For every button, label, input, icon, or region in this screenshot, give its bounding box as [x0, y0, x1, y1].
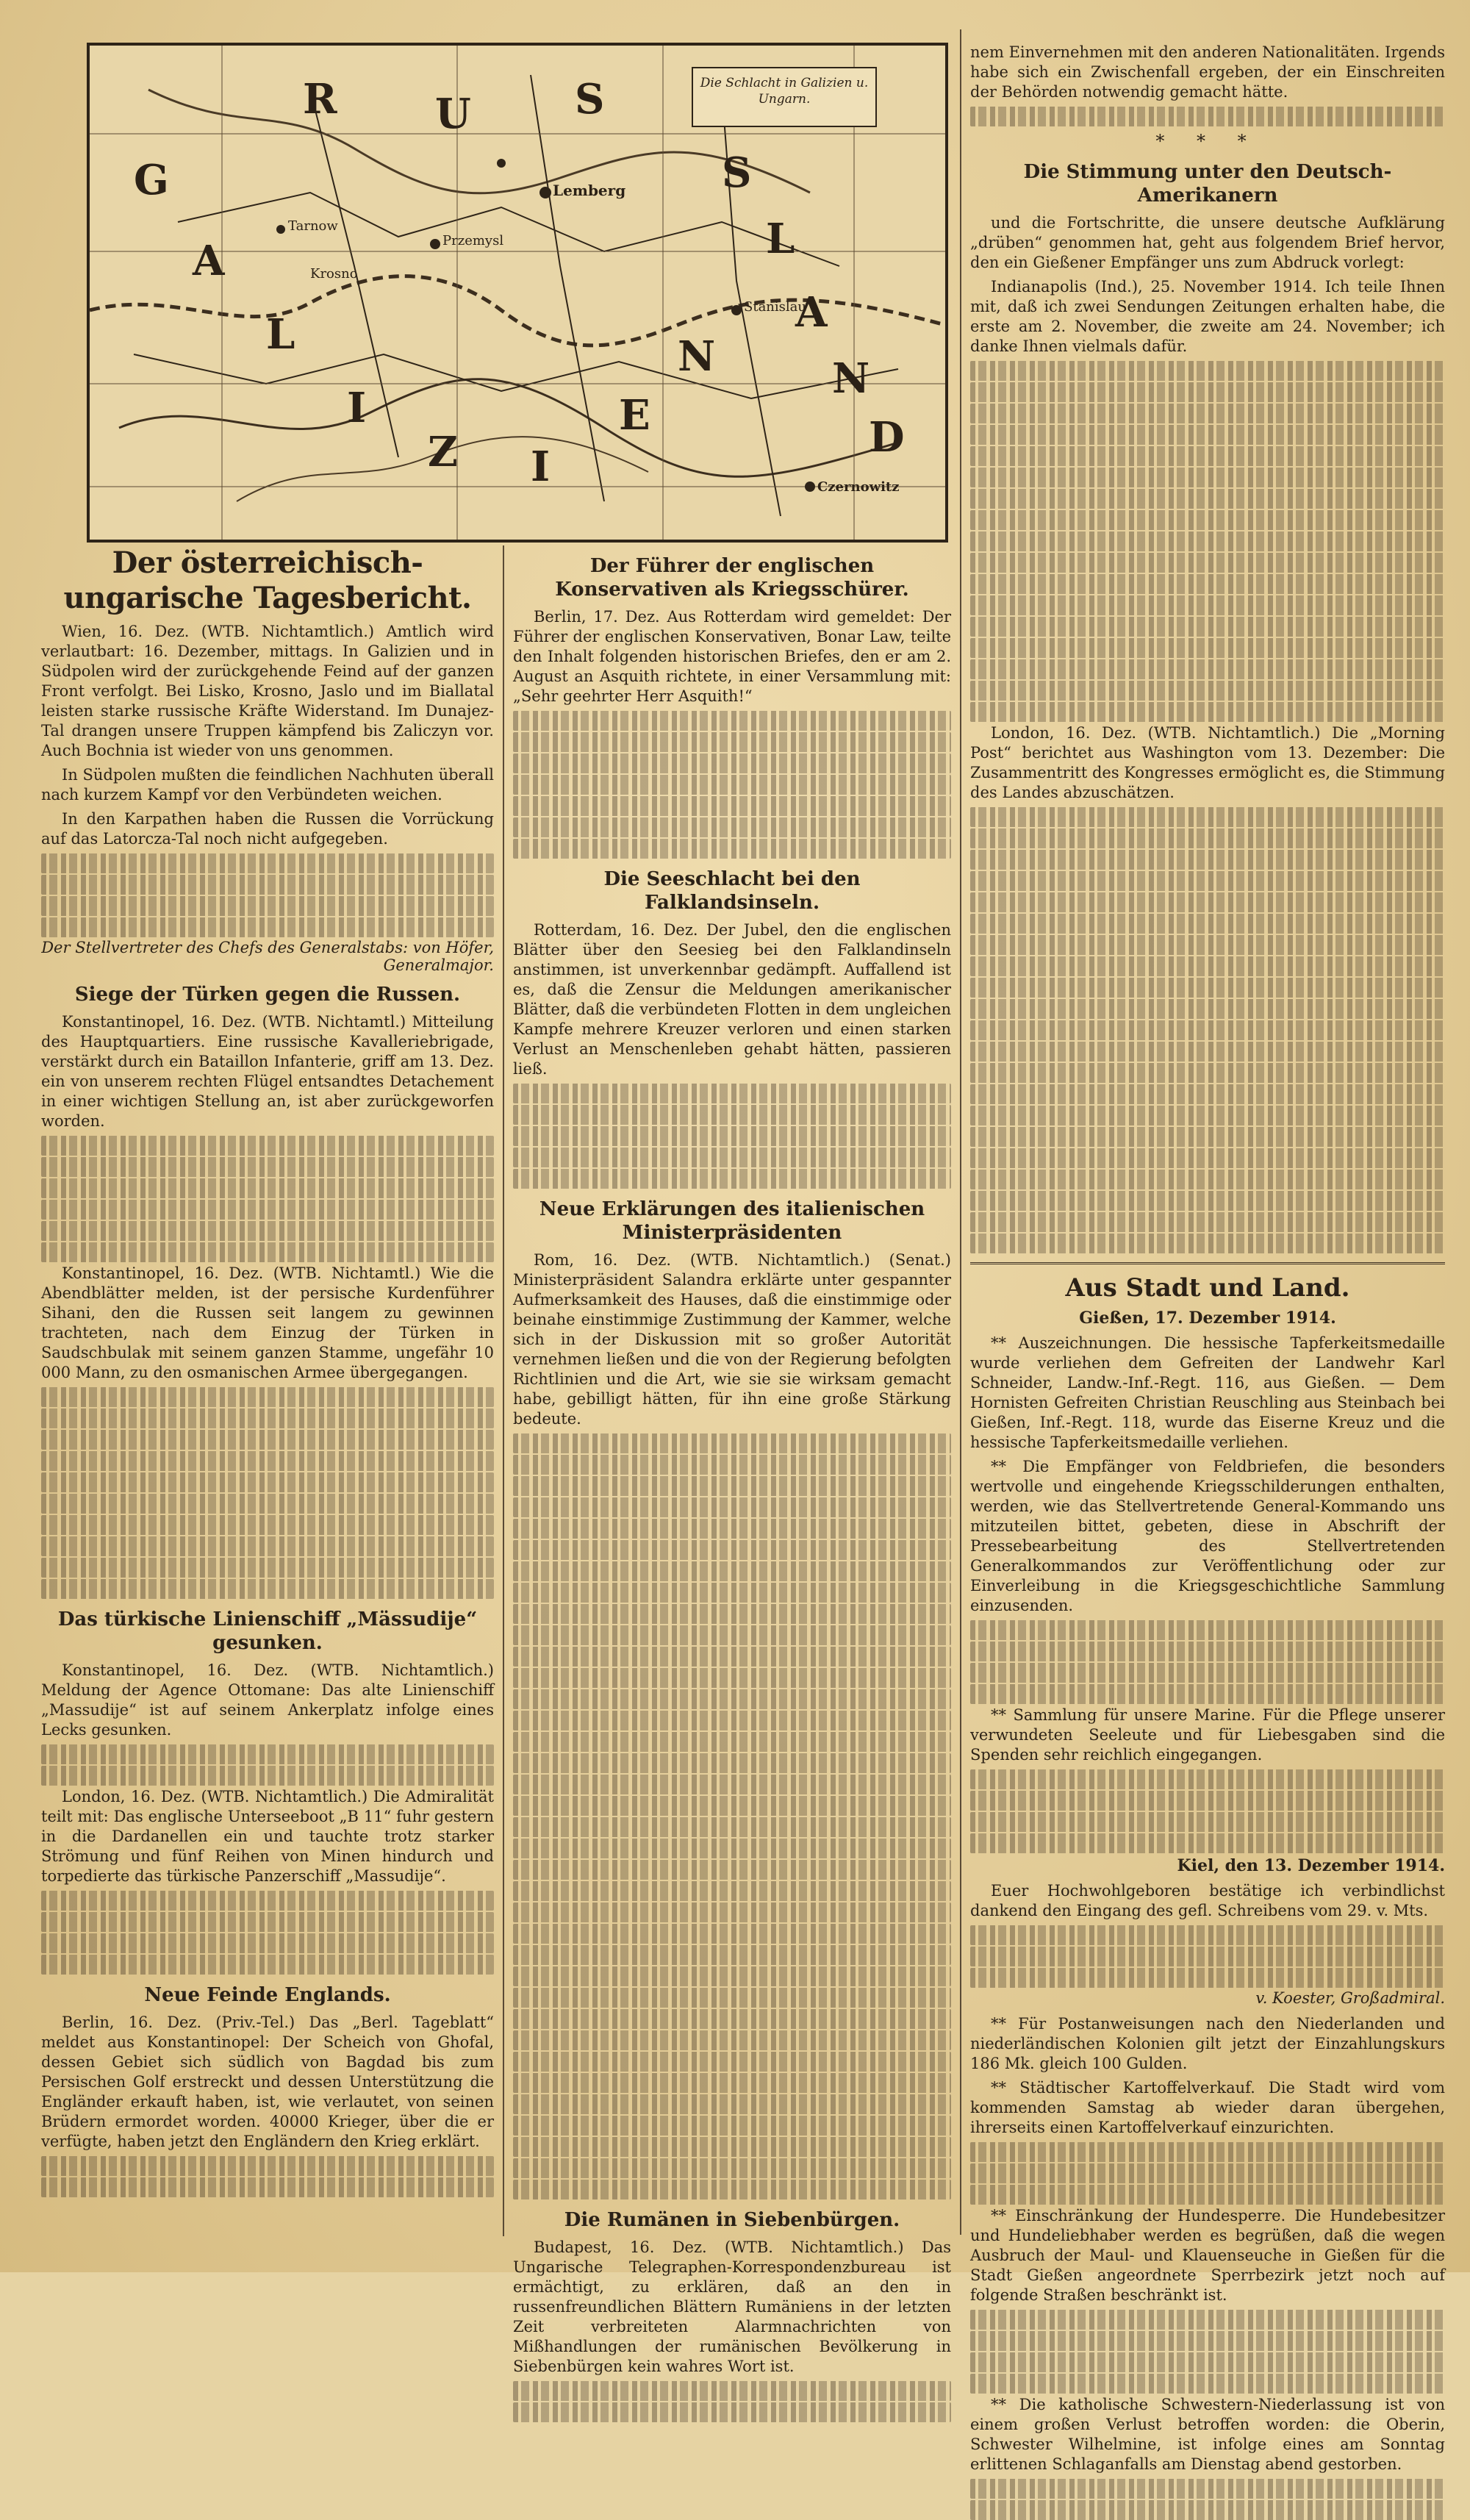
illegible-line: [513, 775, 951, 795]
illegible-line: [970, 659, 1445, 679]
illegible-line: [513, 2094, 951, 2114]
illegible-line: [41, 1178, 494, 1198]
article-text: Konstantinopel, 16. Dez. (WTB. Nichtamtl.) Mitteilung des Hauptquartiers. Eine russische Kavalleriebrigade, verstärkt durch ein Bataillon Infanterie, griff am 13. Dez. ein von unserem rechten Flügel entsandtes Detachement in einer wichtigen Stellung an, ist aber zurückgeworfen worden.: [41, 1013, 494, 1130]
article-text: ** Städtischer Kartoffelverkauf. Die Stadt wird vom kommenden Samstag ab wieder daran übergehen, ihrerseits einen Kartoffelverkauf einzurichten.: [970, 2079, 1445, 2136]
illegible-line: [970, 1925, 1445, 1945]
signature: Der Stellvertreter des Chefs des Generalstabs: von Höfer, Generalmajor.: [41, 939, 494, 974]
illegible-line: [41, 1472, 494, 1492]
illegible-line: [970, 1663, 1445, 1683]
illegible-line: [970, 1684, 1445, 1704]
illegible-line: [513, 1881, 951, 1901]
illegible-line: [41, 1955, 494, 1975]
illegible-line: [970, 1642, 1445, 1661]
illegible-line: [41, 1766, 494, 1786]
map-place-lemberg: Lemberg: [553, 182, 626, 199]
illegible-line: [970, 871, 1445, 891]
illegible-line: [513, 1945, 951, 1965]
illegible-line: [513, 1711, 951, 1730]
illegible-line: [970, 956, 1445, 976]
illegible-line: [970, 1833, 1445, 1853]
illegible-line: [41, 1430, 494, 1450]
illegible-line: [513, 732, 951, 752]
map-letter-l2: L: [266, 310, 295, 359]
separator-stars: * * *: [1155, 131, 1260, 151]
illegible-line: [970, 2310, 1445, 2330]
illegible-line: [970, 1042, 1445, 1062]
illegible-line: [970, 489, 1445, 509]
map-letter-d: D: [869, 413, 905, 462]
map-title: Die Schlacht in Galizien u. Ungarn.: [700, 76, 869, 107]
article-text: und die Fortschritte, die unsere deutsche Aufklärung „drüben“ genommen hat, geht aus folgendem Brief hervor, den ein Gießener Empfänger uns zum Abdruck vorlegt:: [970, 214, 1445, 271]
illegible-line: [41, 1200, 494, 1220]
illegible-line: [41, 2156, 494, 2176]
illegible-line: [970, 2331, 1445, 2351]
signature: v. Koester, Großadmiral.: [1255, 1989, 1445, 2007]
illegible-line: [513, 796, 951, 816]
article-text: Indianapolis (Ind.), 25. November 1914. Ich teile Ihnen mit, daß ich zwei Sendungen Zeitungen erhalten habe, die erste am 2. November, die zweite am 24. November; ich danke Ihnen vielmals dafür.: [970, 278, 1445, 355]
illegible-line: [513, 1148, 951, 1167]
illegible-line: [970, 638, 1445, 658]
article-text: ** Die katholische Schwestern-Niederlassung ist von einem großen Verlust betroffen worden: die Oberin, Schwester Wilhelmine, ist infolge eines am Sonntag erlittenen Schlaganfalls am Dienstag abend gestorben.: [970, 2396, 1445, 2473]
column-1: [41, 545, 494, 2236]
illegible-line: [41, 1387, 494, 1407]
map-letter-i: I: [347, 384, 367, 432]
illegible-line: [970, 2163, 1445, 2183]
illegible-line: [41, 1136, 494, 1156]
illegible-line: [41, 896, 494, 916]
article-text: Euer Hochwohlgeboren bestätige ich verbindlichst dankend den Eingang des gefl. Schreibens vom 29. v. Mts.: [970, 1882, 1445, 1919]
local-dateline: Gießen, 17. Dezember 1914.: [1079, 1309, 1336, 1328]
column-3: [970, 43, 1445, 2473]
illegible-line: [41, 1451, 494, 1471]
illegible-line: [970, 978, 1445, 998]
column-rule-2: [960, 29, 961, 2235]
illegible-line: [41, 1891, 494, 1911]
illegible-line: [970, 2479, 1445, 2499]
illegible-line: [41, 1536, 494, 1556]
section-heading: Neue Feinde Englands.: [144, 1984, 391, 2006]
illegible-line: [970, 425, 1445, 445]
illegible-line: [970, 404, 1445, 423]
battle-map: [87, 43, 948, 543]
illegible-line: [41, 1242, 494, 1262]
illegible-line: [513, 1126, 951, 1146]
illegible-line: [513, 1753, 951, 1773]
illegible-line: [970, 1791, 1445, 1811]
article-text: Konstantinopel, 16. Dez. (WTB. Nichtamtl.) Wie die Abendblätter melden, ist der persische Kurdenführer Sihani, den die Russen seit langem zu gewinnen trachteten, nach dem Einzug der Türken in Saudschbulak mit seinem ganzen Stamme, ungefähr 10 000 Mann, zu den osmanischen Armee übergegangen.: [41, 1264, 494, 1381]
illegible-line: [513, 1084, 951, 1103]
illegible-line: [970, 1812, 1445, 1832]
article-text: ** Einschränkung der Hundesperre. Die Hundebesitzer und Hundeliebhaber werden es begrüßen, daß die wegen Ausbruch der Maul- und Klauenseuche in Gießen für die Stadt Gießen angeordnete Sperrbezirk jetzt noch auf folgende Straßen beschränkt ist.: [970, 2207, 1445, 2304]
article-text: Budapest, 16. Dez. (WTB. Nichtamtlich.) Das Ungarische Telegraphen-Korrespondenzbureau ist ermächtigt, zu erklären, daß an den in russenfreundlichen Blättern Rumäniens in der letzten Zeit verbreiteten Alarmnachrichten von Mißhandlungen der rumänischen Bevölkerung in Siebenbürgen kein wahres Wort ist.: [513, 2238, 951, 2375]
illegible-line: [970, 2142, 1445, 2162]
section-heading: Neue Erklärungen des italienischen Ministerpräsidenten: [539, 1198, 925, 1244]
article-text: Rotterdam, 16. Dez. Der Jubel, den die englischen Blätter über den Seesieg bei den Falklandinseln anstimmen, ist unverkennbar gedämpft. Auffallend ist es, daß die Zensur die Meldungen amerikanischer Blätter, daß die verbündeten Flotten in dem ungleichen Kampfe mehrere Kreuzer verloren und einen starken Verlust an Menschenleben gehabt hätten, passieren ließ.: [513, 921, 951, 1078]
illegible-line: [513, 1105, 951, 1125]
map-letter-r: R: [303, 75, 337, 124]
illegible-line: [513, 2073, 951, 2093]
section-heading: Der Führer der englischen Konservativen als Kriegsschürer.: [555, 555, 909, 601]
illegible-line: [513, 2116, 951, 2136]
article-text: In den Karpathen haben die Russen die Vorrückung auf das Latorcza-Tal noch nicht aufgegeben.: [41, 810, 494, 848]
illegible-line: [970, 1191, 1445, 1211]
illegible-line: [970, 468, 1445, 487]
illegible-line: [513, 1647, 951, 1667]
illegible-line: [41, 2177, 494, 2197]
article-text: London, 16. Dez. (WTB. Nichtamtlich.) Die „Morning Post“ berichtet aus Washington vom 13. Dezember: Die Zusammentritt des Kongresses ermöglicht es, die Stimmung des Landes abzuschätzen.: [970, 724, 1445, 801]
illegible-line: [513, 1604, 951, 1624]
article-text: ** Für Postanweisungen nach den Niederlanden und niederländischen Kolonien gilt jetzt der Einzahlungskurs 186 Mk. gleich 100 Gulden.: [970, 2015, 1445, 2072]
map-letter-n2: N: [678, 332, 716, 381]
illegible-line: [970, 1106, 1445, 1125]
illegible-line: [513, 2052, 951, 2072]
section-heading: Die Seeschlacht bei den Falklandsinseln.: [603, 868, 861, 914]
illegible-line: [41, 1515, 494, 1535]
map-place-tarnow: Tarnow: [288, 218, 338, 234]
section-heading: Das türkische Linienschiff „Mässudije“ gesunken.: [57, 1608, 478, 1654]
article-text: Konstantinopel, 16. Dez. (WTB. Nichtamtlich.) Meldung der Agence Ottomane: Das alte Linienschiff „Massudije“ ist auf seinem Ankerplatz infolge eines Lecks gesunken.: [41, 1661, 494, 1739]
main-headline: Der österreichisch-ungarische Tagesbericht.: [63, 545, 472, 615]
map-place-krosno: Krosno: [310, 266, 358, 282]
illegible-line: [513, 2158, 951, 2178]
illegible-line: [970, 892, 1445, 912]
article-text: nem Einvernehmen mit den anderen Nationalitäten. Irgends habe sich ein Zwischenfall ergeben, der ein Einschreiten der Behörden notwendig gemacht hätte.: [970, 43, 1445, 101]
illegible-line: [970, 574, 1445, 594]
illegible-line: [513, 1966, 951, 1986]
illegible-line: [970, 807, 1445, 827]
illegible-line: [513, 1455, 951, 1475]
illegible-line: [970, 1234, 1445, 1253]
illegible-line: [970, 999, 1445, 1019]
illegible-line: [970, 1947, 1445, 1966]
map-letter-i2: I: [531, 443, 551, 491]
illegible-line: [513, 2180, 951, 2199]
illegible-line: [970, 2185, 1445, 2205]
article-text: Berlin, 17. Dez. Aus Rotterdam wird gemeldet: Der Führer der englischen Konservativen, Bonar Law, teilte den Inhalt folgenden historischen Briefes, den er am 2. August an Asquith richtete, in einer Versammlung mit: „Sehr geehrter Herr Asquith!“: [513, 608, 951, 705]
map-letter-e: E: [619, 391, 650, 440]
illegible-line: [41, 1157, 494, 1177]
illegible-line: [970, 1968, 1445, 1988]
illegible-line: [970, 2500, 1445, 2520]
illegible-line: [513, 754, 951, 773]
column-rule-1: [503, 545, 504, 2236]
illegible-line: [513, 1924, 951, 1944]
map-letter-n: N: [832, 354, 870, 403]
map-letter-u: U: [435, 90, 471, 138]
illegible-line: [970, 828, 1445, 848]
illegible-line: [513, 2137, 951, 2157]
illegible-line: [970, 1212, 1445, 1232]
article-text: Wien, 16. Dez. (WTB. Nichtamtlich.) Amtlich wird verlautbart: 16. Dezember, mittags. In Galizien und in Südpolen wird der zurückgehende Feind auf der ganzen Front verfolgt. Bei Lisko, Krosno, Jaslo und im Biallatal leisten starke russische Kräfte Widerstand. Im Dunajez-Tal drangen unsere Truppen kämpfend bis Zaliczyn vor. Auch Bochnia ist wieder von uns genommen.: [41, 623, 494, 759]
illegible-line: [513, 1796, 951, 1816]
illegible-line: [970, 1127, 1445, 1147]
illegible-line: [970, 2352, 1445, 2372]
illegible-line: [41, 1408, 494, 1428]
map-letter-l: L: [766, 215, 795, 263]
article-text: Rom, 16. Dez. (WTB. Nichtamtlich.) (Senat.) Ministerpräsident Salandra erklärte unter gespannter Aufmerksamkeit des Hauses, daß die einstimmige oder beinahe einstimmige Zustimmung der Kammer, welche sich in der Diskussion mit so großer Autorität vernehmen ließen und die von der Regierung befolgten Richtlinien und die Art, wie sie sie wirksam gemacht habe, gebilligt hätten, für ihn eine große Stärkung bedeute.: [513, 1251, 951, 1428]
section-divider: [970, 1262, 1445, 1264]
illegible-line: [513, 817, 951, 837]
illegible-line: [513, 2402, 951, 2422]
illegible-line: [970, 914, 1445, 934]
article-text: London, 16. Dez. (WTB. Nichtamtlich.) Die Admiralität teilt mit: Das englische Unterseeboot „B 11“ fuhr gestern in die Dardanellen ein und tauchte trotz starker Strömung und fünf Reihen von Minen hindurch und torpedierte das türkische Panzerschiff „Massudije“.: [41, 1788, 494, 1885]
illegible-line: [513, 1839, 951, 1858]
illegible-line: [513, 1433, 951, 1453]
letter-dateline: Kiel, den 13. Dezember 1914.: [1177, 1856, 1445, 1875]
illegible-line: [513, 1583, 951, 1603]
illegible-line: [970, 1084, 1445, 1104]
illegible-line: [970, 595, 1445, 615]
map-letter-z: Z: [428, 428, 458, 476]
illegible-line: [41, 1912, 494, 1932]
illegible-line: [41, 853, 494, 873]
map-place-czernowitz: Czernowitz: [817, 479, 900, 495]
illegible-line: [513, 1988, 951, 2008]
column-2: [513, 545, 951, 2375]
illegible-line: [970, 1148, 1445, 1168]
illegible-line: [970, 1769, 1445, 1789]
illegible-line: [513, 1775, 951, 1794]
illegible-line: [513, 839, 951, 859]
illegible-line: [970, 1620, 1445, 1640]
section-heading: Siege der Türken gegen die Russen.: [74, 984, 461, 1006]
illegible-line: [970, 1020, 1445, 1040]
illegible-line: [513, 1668, 951, 1688]
illegible-line: [970, 531, 1445, 551]
illegible-line: [513, 2030, 951, 2050]
illegible-line: [970, 850, 1445, 870]
map-letter-a: A: [795, 288, 828, 337]
illegible-line: [513, 1497, 951, 1517]
illegible-line: [513, 1817, 951, 1837]
map-letter-s1: S: [575, 75, 605, 124]
illegible-line: [513, 1519, 951, 1539]
illegible-line: [970, 935, 1445, 955]
illegible-line: [970, 702, 1445, 722]
illegible-line: [513, 1476, 951, 1496]
illegible-line: [970, 681, 1445, 701]
illegible-line: [970, 446, 1445, 466]
article-text: ** Sammlung für unsere Marine. Für die Pflege unserer verwundeten Seeleute und für Liebesgaben sind die Spenden sehr reichlich eingegangen.: [970, 1706, 1445, 1764]
map-letter-s2: S: [722, 148, 752, 197]
illegible-line: [970, 107, 1445, 126]
article-text: ** Die Empfänger von Feldbriefen, die besonders wertvolle und eingehende Kriegsschilderungen enthalten, werden, wie das Stellvertretende General-Kommando uns mitzuteilen bittet, gebeten, diese in Abschrift der Pressebearbeitung des Stellvertretenden Generalkommandos zur Veröffentlichung oder zur Einverleibung in die Kriegsgeschichtliche Sammlung einzusenden.: [970, 1458, 1445, 1614]
illegible-line: [970, 1170, 1445, 1189]
illegible-line: [513, 1860, 951, 1880]
illegible-line: [41, 1558, 494, 1578]
illegible-line: [970, 2374, 1445, 2394]
section-heading: Die Rumänen in Siebenbürgen.: [564, 2209, 900, 2231]
illegible-line: [513, 1540, 951, 1560]
illegible-line: [513, 1732, 951, 1752]
illegible-line: [513, 711, 951, 731]
illegible-line: [513, 2381, 951, 2401]
illegible-line: [41, 1933, 494, 1953]
illegible-line: [513, 1561, 951, 1581]
illegible-line: [513, 1169, 951, 1189]
map-place-stanislau: Stanislau: [744, 299, 806, 315]
article-text: In Südpolen mußten die feindlichen Nachhuten überall nach kurzem Kampf vor den Verbündeten weichen.: [41, 766, 494, 803]
illegible-line: [41, 1579, 494, 1599]
illegible-line: [970, 510, 1445, 530]
section-heading: Die Stimmung unter den Deutsch-Amerikanern: [1023, 161, 1392, 207]
map-letter-a2: A: [193, 237, 225, 285]
illegible-line: [513, 1902, 951, 1922]
map-place-przemysl: Przemysl: [442, 233, 504, 248]
illegible-line: [513, 2009, 951, 2029]
local-news-heading: Aus Stadt und Land.: [1065, 1273, 1350, 1303]
illegible-line: [970, 382, 1445, 402]
article-text: Berlin, 16. Dez. (Priv.-Tel.) Das „Berl. Tageblatt“ meldet aus Konstantinopel: Der Scheich von Ghofal, dessen Gebiet sich südlich von Bagdad bis zum Persischen Golf erstreckt und dessen Unterstützung die Engländer erkauft haben, ist, wie verlautet, von seinen Brüdern ermordet worden. 40000 Krieger, über die er verfügte, haben jetzt den Engländern den Krieg erklärt.: [41, 2014, 494, 2150]
illegible-line: [41, 917, 494, 937]
map-letter-g: G: [134, 156, 169, 204]
illegible-line: [41, 1494, 494, 1514]
illegible-line: [41, 1221, 494, 1241]
illegible-line: [970, 617, 1445, 637]
illegible-line: [513, 1689, 951, 1709]
article-text: ** Auszeichnungen. Die hessische Tapferkeitsmedaille wurde verliehen dem Gefreiten der Landwehr Karl Schneider, Landw.-Inf.-Regt. 116, aus Gießen. — Dem Hornisten Gefreiten Christian Reuschling aus Steinbach bei Gießen, Inf.-Regt. 118, wurde das Eiserne Kreuz und die hessische Tapferkeitsmedaille verliehen.: [970, 1334, 1445, 1451]
illegible-line: [41, 1744, 494, 1764]
illegible-line: [970, 361, 1445, 381]
illegible-line: [970, 553, 1445, 573]
illegible-line: [513, 1625, 951, 1645]
illegible-line: [970, 1063, 1445, 1083]
illegible-line: [41, 875, 494, 895]
